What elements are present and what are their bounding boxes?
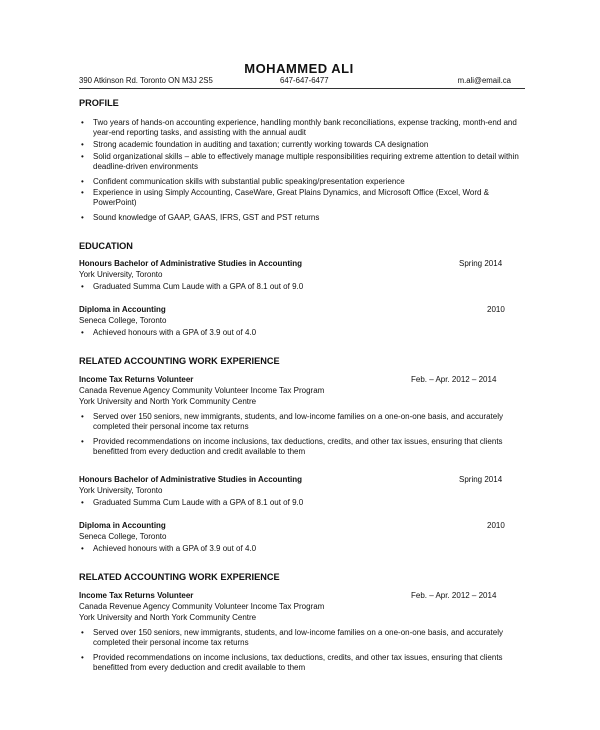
degree-date: 2010: [487, 305, 505, 314]
degree-date: 2010: [487, 521, 505, 530]
candidate-name: MOHAMMED ALI: [244, 61, 354, 76]
experience-heading: RELATED ACCOUNTING WORK EXPERIENCE: [79, 572, 280, 582]
phone: 647-647-6477: [280, 76, 329, 85]
degree-date: Spring 2014: [459, 475, 503, 484]
contact-line: [79, 76, 519, 86]
job-title: Income Tax Returns Volunteer: [79, 591, 194, 600]
email: m.ali@email.ca: [457, 76, 511, 85]
job-date: Feb. – Apr. 2012 – 2014: [411, 375, 497, 384]
degree-date: Spring 2014: [459, 259, 503, 268]
education-heading: EDUCATION: [79, 241, 133, 251]
school: Seneca College, Toronto: [79, 532, 167, 541]
job-title: Income Tax Returns Volunteer: [79, 375, 194, 384]
school: York University, Toronto: [79, 270, 163, 279]
degree-title: Honours Bachelor of Administrative Studies in Accounting: [79, 259, 302, 268]
organization: York University and North York Community Centre: [79, 397, 257, 406]
job-date: Feb. – Apr. 2012 – 2014: [411, 591, 497, 600]
address: 390 Atkinson Rd. Toronto ON M3J 2S5: [79, 76, 213, 85]
organization: York University and North York Community Centre: [79, 613, 257, 622]
degree-title: Honours Bachelor of Administrative Studies in Accounting: [79, 475, 302, 484]
degree-title: Diploma in Accounting: [79, 521, 166, 530]
experience-heading: RELATED ACCOUNTING WORK EXPERIENCE: [79, 356, 280, 366]
header-divider: [79, 88, 525, 89]
degree-title: Diploma in Accounting: [79, 305, 166, 314]
organization: Canada Revenue Agency Community Volunteer Income Tax Program: [79, 386, 325, 395]
school: York University, Toronto: [79, 486, 163, 495]
profile-heading: PROFILE: [79, 98, 119, 108]
organization: Canada Revenue Agency Community Volunteer Income Tax Program: [79, 602, 325, 611]
school: Seneca College, Toronto: [79, 316, 167, 325]
